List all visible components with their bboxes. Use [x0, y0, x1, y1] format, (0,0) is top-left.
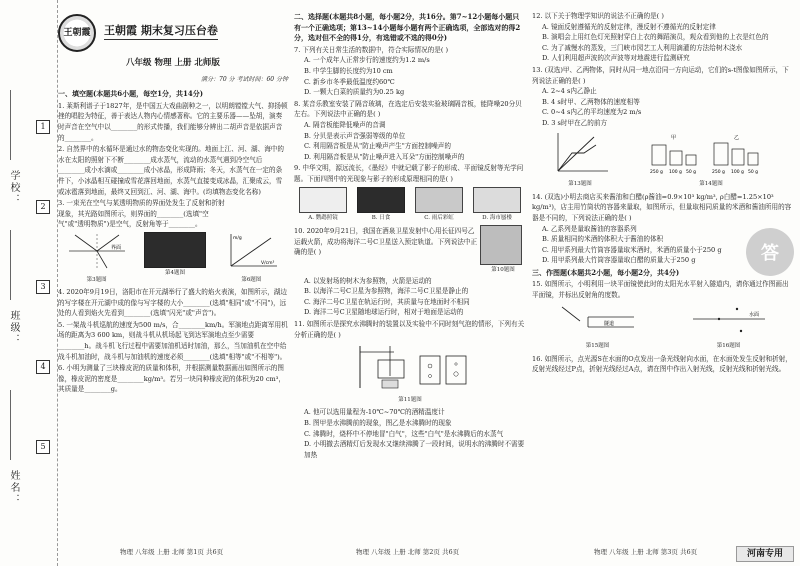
figure-row-q13-q14	[532, 131, 794, 190]
question: 16. 如图所示，点光源S在水面的O点发出一条光线射向水面，在水面处发生反射和折射，反射光线经过P点，折射光线经过A点，请在图中作出入射光线，反射光线和折射光线。	[532, 354, 792, 374]
option-image-c	[415, 187, 463, 224]
water-label: 水面	[748, 311, 759, 318]
binding-number: 5	[36, 440, 50, 454]
figure-11	[350, 342, 470, 405]
binding-number: 1	[36, 120, 50, 134]
tunnel-diagram	[558, 303, 638, 337]
s-t-graph	[550, 131, 610, 175]
exam-meta: 满分：70 分 考试时间：60 分钟	[201, 75, 288, 83]
option: C. 沸腾时，烧杯中不停地冒"白气"，这些"白气"是水沸腾后的水蒸气	[304, 429, 504, 438]
series-label: 乙	[734, 134, 740, 141]
figure-13	[550, 131, 610, 190]
q10-row	[294, 225, 526, 276]
figure-caption: 第15题图	[585, 343, 610, 350]
question: 11. 如图所示是探究水沸腾时的装置以及实验中不同时刻气泡的情形，下列有关分析正确的是( )	[294, 320, 525, 339]
figure-caption: 第3题图	[86, 276, 107, 283]
option: B. 4 s时甲、乙两物体的速度相等	[542, 97, 640, 106]
binding-number: 3	[36, 280, 50, 294]
figure-row-q9	[294, 187, 526, 224]
option: D. 用甲系列最大竹筒容器量取白醋的质量大于250 g	[542, 256, 696, 265]
school-line	[10, 90, 11, 160]
option: D. 一颗大白菜的质量约为0.25 kg	[304, 88, 405, 97]
rainbow-photo	[415, 187, 463, 213]
mirage-photo	[473, 187, 521, 213]
option: B. 图甲是水沸腾前的现象，图乙是水沸腾时的现象	[304, 419, 452, 428]
column-page-1	[58, 10, 288, 395]
mass-volume-graph	[223, 232, 279, 270]
question: 13. (双选)甲、乙两物体，同时从同一地点沿同一方向运动，它们的s-t图像如图所示，下列说法正确的是( )	[532, 65, 789, 85]
cup-label: 50 g	[686, 169, 697, 175]
region-tag: 河南专用	[736, 546, 794, 562]
column-page-2	[294, 10, 526, 460]
option: A. 以发射场的树木为参照物，火箭是运动的	[304, 276, 432, 285]
x-axis-label: V/cm³	[261, 260, 275, 266]
option: D. 海洋二号C卫星随地球运行时，相对于地面是运动的	[304, 308, 464, 317]
figure-caption: 第4题图	[164, 269, 185, 276]
option: D. 3 s时甲在乙的前方	[542, 118, 608, 127]
question: 3. 一束光在空气与某透明物质的界面处发生了反射和折射现象，其光路如图所示，则界面的________(选填"空气"或"透明物质")是空气，反射角等于________。	[58, 199, 225, 229]
option: C. 利用隔音板是从"防止噪声产生"方面控制噪声的	[304, 142, 451, 151]
question: 6. 小明为测量了三块橡皮泥的质量和体积，并根据测量数据画出如图所示的图像，橡皮泥的密度是________kg/m³。若另一块同种橡皮泥的体积为20 cm³，其质量是________g。	[58, 364, 286, 394]
fireworks-photo	[144, 232, 206, 268]
figure-row-q15-q16	[532, 303, 794, 352]
q10-text	[294, 225, 480, 276]
image-caption: D. 海市蜃楼	[482, 214, 512, 221]
option: D. 人们利用超声波的次声波等对地震进行监测研究	[542, 54, 690, 63]
binding-number: 4	[36, 360, 50, 374]
option: C. 0~4 s内乙的平均速度为2 m/s	[542, 108, 642, 117]
image-caption: C. 雨后彩虹	[424, 214, 454, 221]
question: 2. 自然界中的水循环是通过水的物态变化实现的。地面上江、河、湖、海中的水在太阳的照射下不断________成水蒸气，流动的水蒸气遇到冷空气后________成小水滴或________成小冰晶，形成降雨；冬天，水蒸气在一定的条件下，小冰晶相互碰撞成雪花落回地面，水蒸气直接变成冰晶，汇聚成云，雪或冰雹落到地面，最终又回到江、河、湖、海中。(均填物态变化名称)	[58, 145, 284, 196]
question: 4. 2020年9月19日，洛阳市在开元湖举行了盛大的焰火表演，如图所示，湖边的写字楼在开元湖中成的像与写字楼的大小________(选填"相同"或"不同")，远处的人看到焰火先看到________(选填"闪光"或"声音")。	[58, 288, 287, 318]
figure-14	[646, 131, 776, 190]
page-footer: 物理 八年级 上册 北师 第3页 共6页	[594, 548, 698, 556]
figure-caption: 第6题图	[241, 276, 262, 283]
option: A. 隔音板能降低噪声的音调	[304, 120, 386, 129]
cup-label: 100 g	[669, 169, 682, 175]
question: 12. 以下关于物理学知识的说法不正确的是( )	[532, 12, 664, 20]
question: 5. 一架战斗机巡航的速度为500 m/s，合________km/h。军演地点距离军用机场的距离为3 600 km，则战斗机从机场起飞到达军演地点至少需要________h。战斗机飞行过程中需要加油机适时加油，那么，当加油机在空中给战斗机加油时，战斗机与加油机的速度必须________(选填"相等"或"不相等")。	[58, 320, 288, 361]
column-page-3	[532, 10, 794, 375]
option: D. 利用隔音板是从"防止噪声进入耳朵"方面控制噪声的	[304, 152, 465, 161]
image-caption: A. 鹦鹉照镜	[308, 214, 338, 221]
watermark-seal: 答	[746, 228, 794, 276]
class-label: 班级：	[8, 310, 19, 346]
image-caption: B. 日食	[371, 214, 391, 221]
boiling-apparatus-diagram	[350, 342, 470, 390]
page-footer: 物理 八年级 上册 北师 第2页 共6页	[356, 548, 460, 556]
cup-label: 50 g	[748, 169, 759, 175]
figure-16	[689, 303, 769, 352]
figure-caption: 第16题图	[716, 343, 741, 350]
question: 8. 某音乐教室安装了隔音玻璃，在选定后安装实验玻璃隔音板，能降噪20分贝左右。下列说法中正确的是( )	[294, 99, 522, 119]
binding-margin	[0, 0, 58, 566]
figure-10	[480, 225, 526, 276]
question: 7. 下列有关日常生活的数据中，符合实际情况的是( )	[294, 45, 449, 54]
figure-caption: 第11题图	[398, 396, 422, 403]
figure-6	[223, 232, 279, 285]
option: B. 以海洋二号C卫星为参照物，海洋二号C卫星是静止的	[304, 287, 469, 296]
option: B. 质量相同的米酒的体积大于酱油的体积	[542, 235, 664, 244]
name-label: 姓名：	[8, 470, 19, 506]
option: A. 乙系列是量取酱油的容器系列	[542, 224, 637, 233]
section-heading: 二、选择题(本题共8小题，每小题2分，共16分。第7~12小题每小题只有一个正确选项；第13~14小题每小题有两个正确选项，全部选对的得2分，选对但不全的得1分，有选错或不选的得0分)	[294, 12, 521, 43]
page-footer: 物理 八年级 上册 北师 第1页 共6页	[120, 548, 224, 556]
cup-label: 250 g	[650, 169, 663, 175]
exam-subtitle: 八年级 物理 上册 北师版	[126, 58, 220, 68]
masthead	[58, 10, 288, 56]
option-image-d	[473, 187, 521, 224]
figure-caption: 第14题图	[699, 181, 723, 188]
option: B. 演唱会上用红色灯光照射穿白上衣的舞蹈演员，观众看到他的上衣是红色的	[542, 33, 769, 42]
figure-caption: 第13题图	[568, 181, 592, 188]
rocket-launch-photo	[480, 225, 522, 265]
measuring-cups-diagram	[646, 131, 776, 175]
interface-label: 界面	[110, 244, 121, 251]
brand-seal: 王朝霞	[58, 14, 96, 52]
question: 9. 中华文明，源远流长，《墨经》中就记载了影子的形成、平面镜反射等光学问题。下面四图中的光现象与影子的形成原理相同的是( )	[294, 164, 524, 183]
option: A. 他可以选用量程为-10℃~70℃的酒精温度计	[304, 408, 445, 417]
option: D. 小明撤去酒精灯后发现水又继续沸腾了一段时间，说明水的沸腾时不需要加热	[304, 440, 525, 459]
figure-row	[58, 232, 288, 285]
tunnel-label: 隧道	[603, 320, 614, 327]
question: 14. (双选)小明去商店买来酱油和白醋(ρ酱油=0.9×10³ kg/m³, ρ白醋=1.25×10³ kg/m³)，店主用竹筒状的容器来量取，如图所示，但量取相同质量的米酒和酱油所用的容器是不同的，下列说法正确的是( )	[532, 192, 792, 222]
figure-caption: 第10题图	[491, 267, 515, 274]
binding-number: 2	[36, 200, 50, 214]
cup-label: 100 g	[731, 169, 744, 175]
parrot-mirror-photo	[299, 187, 347, 213]
option: C. 用甲系列最大竹筒容器量取米酒时，米酒的质量小于250 g	[542, 245, 722, 254]
section-heading: 一、填空题(本题共6小题，每空1分，共14分)	[58, 89, 204, 99]
water-surface-diagram	[689, 303, 769, 337]
y-axis-label: m/g	[233, 235, 243, 241]
option: A. 2~4 s内乙静止	[542, 87, 597, 96]
questions-page-1	[58, 89, 288, 395]
question: 10. 2020年9月21日，我国在酒泉卫星发射中心用长征四号乙运载火箭，成功将海洋二号C卫星送入预定轨道。下列说法中正确的是( )	[294, 227, 478, 257]
figure-15	[558, 303, 638, 352]
option: A. 一个成年人正常步行的速度约为1.2 m/s	[304, 56, 430, 65]
class-line	[10, 230, 11, 300]
school-label: 学校：	[8, 170, 19, 206]
cup-label: 250 g	[712, 169, 725, 175]
figure-4	[144, 232, 206, 285]
option: C. 新乡市冬季最低温度约60℃	[304, 77, 395, 86]
name-line	[10, 390, 11, 460]
figure-row-q11	[294, 342, 526, 405]
option: B. 分贝是表示声音强弱等级的单位	[304, 131, 406, 140]
series-label: 甲	[671, 134, 677, 141]
option: C. 海洋二号C卫星在轨运行时，其质量与在地面时不相同	[304, 297, 470, 306]
eclipse-photo	[357, 187, 405, 213]
question: 15. 如图所示，小明利用一块平面镜使此时的太阳光水平射入隧道内，请你通过作图画出平面镜，并标出反射角的度数。	[532, 280, 789, 300]
option: B. 中学生脚的长度约为10 cm	[304, 66, 393, 75]
refraction-diagram	[67, 232, 127, 270]
option-image-a	[299, 187, 347, 224]
section-heading: 三、作图题(本题共2小题，每小题2分，共4分)	[532, 267, 680, 277]
exam-title: 王朝霞 期末复习压台卷	[104, 26, 218, 40]
figure-3	[67, 232, 127, 285]
option: C. 为了减慢水的蒸发，三门峡市园艺工人利用滴灌的方法给树木浇水	[542, 43, 743, 52]
option-image-b	[357, 187, 405, 224]
option: A. 镜面反射遵循光的反射定律，漫反射不遵循光的反射定律	[542, 22, 716, 31]
question: 1. 莱斯利谱子于1827年，是中国五大戏曲剧种之一，以明朗镗镗大气、抑扬顿挫的唱腔为特征，善于表达人物内心情感著称。它的主要乐器——坠胡，演奏时声音在空气中以________的形式传播，我们能够分辨出二胡声音是依据声音的________。	[58, 101, 288, 142]
